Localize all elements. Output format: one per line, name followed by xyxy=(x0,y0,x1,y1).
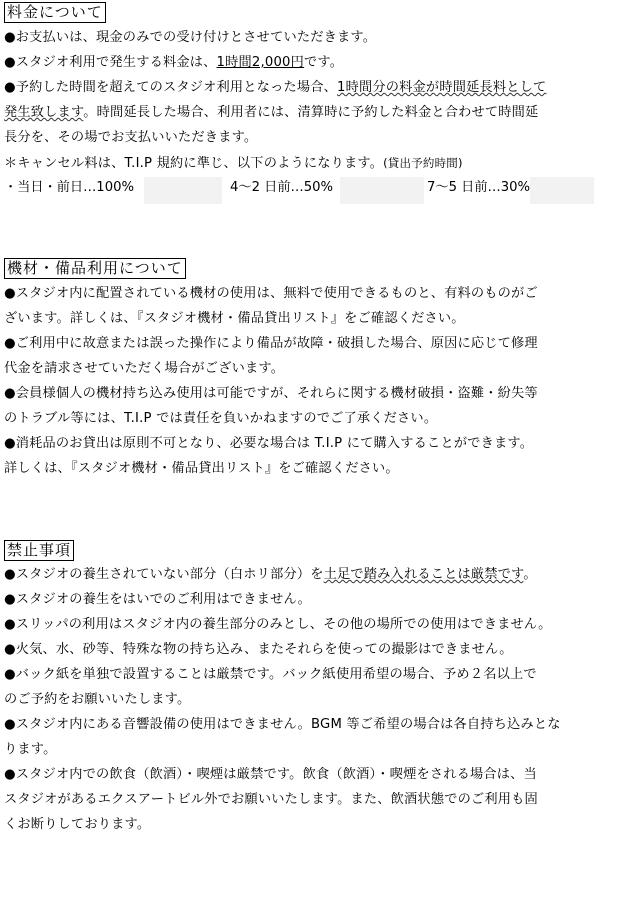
prohibited-line-4: ●火気、水、砂等、特殊な物の持ち込み、またそれらを使っての撮影はできません。 xyxy=(4,642,513,657)
prohibited-line-2: ●スタジオの養生をはいでのご利用はできません。 xyxy=(4,592,312,607)
fee-line-2-pre: ●スタジオ利用で発生する料金は、 xyxy=(4,55,217,70)
prohibited-line-3: ●スリッパの利用はスタジオ内の養生部分のみとし、その他の場所での使用はできません。 xyxy=(4,617,552,632)
cancel-note-small: (貸出予約時間) xyxy=(383,156,463,170)
prohibited-line-1-a: ●スタジオの養生されていない部分（白ホリ部分）を xyxy=(4,567,324,582)
equipment-section xyxy=(4,258,186,279)
cancel-rate-4-2-days: 4〜2 日前…50% xyxy=(230,180,334,195)
fee-line-4 xyxy=(4,101,538,126)
prohibited-line-1 xyxy=(4,563,537,588)
cancel-cell-shade-2 xyxy=(340,177,424,204)
equipment-line-1: ●スタジオ内に配置されている機材の使用は、無料で使用できるものと、有料のものがご xyxy=(4,286,538,301)
fee-line-3-a: ●予約した時間を超えてのスタジオ利用となった場合、 xyxy=(4,80,338,95)
cancel-cell-shade-1 xyxy=(144,177,222,204)
fee-line-4-a: 発生致します xyxy=(4,105,84,120)
fee-line-5: 長分を、その場でお支払いいただきます。 xyxy=(4,130,258,145)
prohibited-line-8: ります。 xyxy=(4,742,57,757)
cancel-table xyxy=(4,176,604,202)
prohibited-line-10: スタジオがあるエクスアートビル外でお願いいたします。また、飲酒状態でのご利用も固 xyxy=(4,792,538,807)
cancel-rate-7-5-days: 7〜5 日前…30% xyxy=(427,180,531,195)
equipment-line-8: 詳しくは、『スタジオ機材・備品貸出リスト』をご確認ください。 xyxy=(4,461,399,476)
fee-amount: 1時間2,000円 xyxy=(216,55,305,70)
equipment-line-3: ●ご利用中に故意または誤った操作により備品が故障・破損した場合、原因に応じて修理 xyxy=(4,336,538,351)
equipment-line-7: ●消耗品のお貸出は原則不可となり、必要な場合は T.I.P にて購入することができます。 xyxy=(4,436,534,451)
prohibited-line-11: くお断りしております。 xyxy=(4,817,151,832)
equipment-line-6: のトラブル等には、T.I.P では責任を負いかねますのでご了承ください。 xyxy=(4,411,438,426)
prohibited-line-9: ●スタジオ内での飲食（飲酒）・喫煙は厳禁です。飲食（飲酒）・喫煙をされる場合は、当 xyxy=(4,767,537,782)
fee-line-4-b: 。時間延長した場合、利用者には、清算時に予約した料金と合わせて時間延 xyxy=(83,105,539,120)
cancel-rate-same-day: ・当日・前日…100% xyxy=(4,180,135,195)
equipment-line-2: ざいます。詳しくは、『スタジオ機材・備品貸出リスト』をご確認ください。 xyxy=(4,311,465,326)
fee-section xyxy=(4,2,106,23)
fee-heading: 料金について xyxy=(4,2,106,23)
equipment-line-4: 代金を請求させていただく場合がございます。 xyxy=(4,361,285,376)
prohibited-line-1-c: 。 xyxy=(523,567,537,582)
prohibited-line-1-b: 土足で踏み入れることは厳禁です xyxy=(323,567,524,582)
fee-line-1: ●お支払いは、現金のみでの受け付けとさせていただきます。 xyxy=(4,30,377,45)
fee-line-6 xyxy=(4,151,463,177)
prohibited-section xyxy=(4,540,74,561)
fee-line-2 xyxy=(4,51,343,76)
prohibited-line-6: のご予約をお願いいたします。 xyxy=(4,692,191,707)
cancel-note: ＊キャンセル料は、T.I.P 規約に準じ、以下のようになります。 xyxy=(4,156,384,171)
fee-line-3 xyxy=(4,76,546,101)
prohibited-line-7: ●スタジオ内にある音響設備の使用はできません。BGM 等ご希望の場合は各自持ち込みとな xyxy=(4,717,561,732)
fee-line-3-b: 1時間分の料金が時間延長料として xyxy=(337,80,547,95)
equipment-line-5: ●会員様個人の機材持ち込み使用は可能ですが、それらに関する機材破損・盗難・紛失等 xyxy=(4,386,538,401)
prohibited-line-5: ●バック紙を単独で設置することは厳禁です。バック紙使用希望の場合、予め２名以上で xyxy=(4,667,537,682)
equipment-heading: 機材・備品利用について xyxy=(4,258,186,279)
fee-line-2-post: です。 xyxy=(304,55,344,70)
prohibited-heading: 禁止事項 xyxy=(4,540,74,561)
cancel-cell-shade-3 xyxy=(530,177,594,204)
